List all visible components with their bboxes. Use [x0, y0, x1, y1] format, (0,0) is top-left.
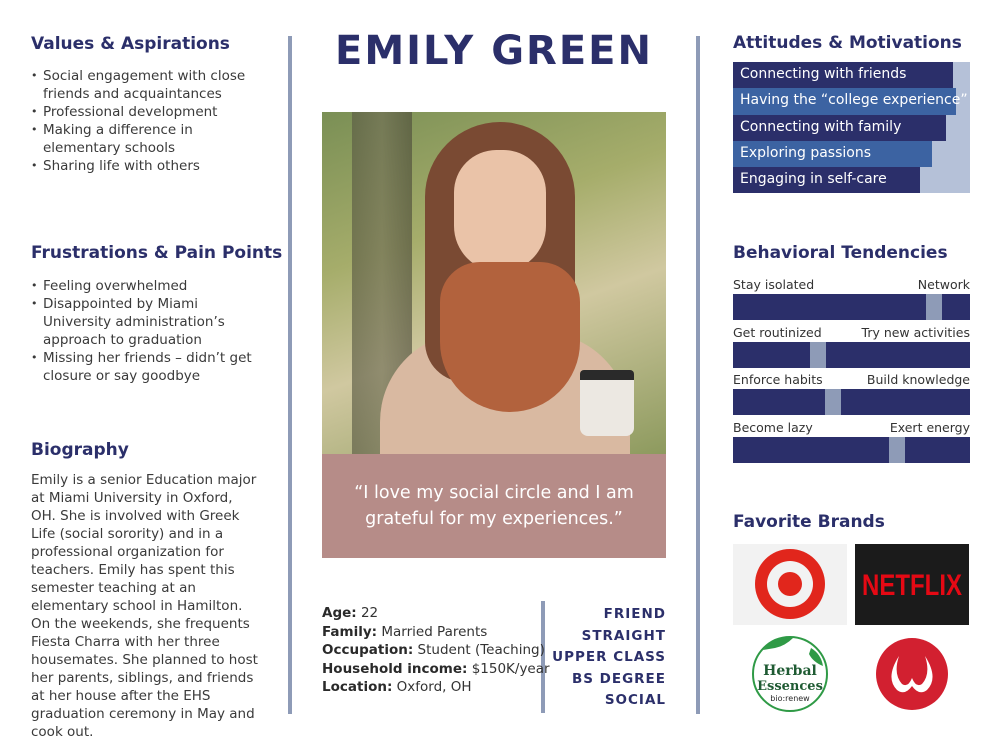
tag-item: STRAIGHT [581, 627, 666, 644]
tag-item: FRIEND [603, 606, 666, 622]
scale-left-label: Stay isolated [733, 277, 815, 292]
attitude-bar [733, 141, 970, 167]
behavior-scale [733, 420, 970, 463]
scale-bar [733, 342, 970, 368]
attitude-label: Exploring passions [740, 144, 872, 161]
target-logo [733, 544, 847, 625]
biography-heading: Biography [31, 440, 129, 460]
fact-label: Location: [322, 679, 393, 695]
list-item: • Missing her friends – didn’t get closure or say goodbye [31, 349, 256, 385]
tag-item: SOCIAL [604, 692, 666, 708]
lululemon-icon [855, 632, 969, 713]
persona-facts [322, 604, 550, 697]
behavior-scale [733, 277, 970, 320]
lululemon-logo [855, 632, 969, 713]
scale-bar [733, 437, 970, 463]
brands-heading: Favorite Brands [733, 512, 885, 532]
attitude-label: Engaging in self-care [740, 171, 887, 188]
scale-marker [889, 437, 905, 463]
fact-value: 22 [360, 605, 379, 621]
list-item: • Social engagement with close friends and acquaintances [31, 67, 256, 103]
scale-right-label: Exert energy [889, 420, 970, 435]
scale-left-label: Enforce habits [733, 372, 823, 387]
attitude-label: Having the “college experience” [740, 92, 968, 109]
attitudes-heading: Attitudes & Motivations [733, 33, 962, 53]
attitudes-bars [733, 62, 970, 193]
attitude-bar [733, 62, 970, 88]
herbal-essences-logo [733, 632, 847, 713]
scale-right-label: Try new activities [861, 325, 970, 340]
list-item: • Professional development [31, 103, 256, 121]
fact-occupation [322, 641, 550, 660]
fact-value: Student (Teaching) [417, 642, 545, 658]
values-list [31, 67, 256, 175]
scale-right-label: Network [917, 277, 970, 292]
herbal-line2: Essences [757, 679, 823, 694]
fact-income [322, 660, 550, 679]
values-heading: Values & Aspirations [31, 34, 230, 54]
scale-right-label: Build knowledge [866, 372, 970, 387]
scale-bar [733, 294, 970, 320]
scale-marker [926, 294, 942, 320]
fact-label: Household income: [322, 660, 468, 677]
list-item: • Making a difference in elementary schools [31, 121, 256, 157]
herbal-line3: bio:renew [770, 694, 810, 703]
photo-scarf [440, 262, 580, 412]
scale-left-label: Get routinized [733, 325, 822, 340]
behavior-scale [733, 325, 970, 368]
scale-bar [733, 389, 970, 415]
attitude-bar [733, 115, 970, 141]
persona-photo [322, 112, 666, 454]
list-item: • Disappointed by Miami University administration’s approach to graduation [31, 295, 256, 349]
photo-face [454, 150, 546, 272]
persona-tags [552, 604, 666, 712]
list-item: • Feeling overwhelmed [31, 277, 256, 295]
fact-label: Age: [322, 605, 357, 621]
frustrations-heading: Frustrations & Pain Points [31, 243, 283, 263]
fact-value: Married Parents [381, 623, 488, 640]
target-icon [733, 544, 847, 625]
fact-value: $150K/year [471, 660, 550, 677]
attitude-bar [733, 88, 970, 114]
left-divider [288, 36, 292, 714]
right-divider [696, 36, 700, 714]
attitude-bar [733, 167, 970, 193]
scale-left-label: Become lazy [733, 420, 813, 435]
frustrations-list [31, 277, 256, 385]
fact-family [322, 623, 550, 642]
persona-name: EMILY GREEN [335, 28, 653, 74]
tag-item: BS DEGREE [571, 670, 666, 687]
list-item: • Sharing life with others [31, 157, 256, 175]
fact-label: Family: [322, 623, 378, 640]
fact-label: Occupation: [322, 642, 414, 658]
tag-item: UPPER CLASS [552, 649, 666, 665]
biography-text: Emily is a senior Education major at Miami University in Oxford, OH. She is involved with Greek Life (social sorority) and in a professional organization for teachers. Emily has spent this semester teaching at an elementary school in Hamilton. On the weekends, she frequents Fiesta Charra with her three housemates. She planned to host her parents, siblings, and friends at her house after the EHS graduation ceremony in May and cook out. [31, 472, 258, 740]
netflix-wordmark: NETFLIX [862, 569, 962, 602]
attitude-label: Connecting with friends [740, 66, 907, 82]
behavior-scale [733, 372, 970, 415]
scale-marker [825, 389, 841, 415]
fact-age [322, 604, 550, 623]
fact-location [322, 678, 550, 697]
attitude-label: Connecting with family [740, 118, 902, 135]
fact-value: Oxford, OH [396, 679, 472, 695]
herbal-line1: Herbal [763, 663, 817, 679]
scale-marker [810, 342, 826, 368]
behavior-heading: Behavioral Tendencies [733, 243, 948, 263]
persona-quote: “I love my social circle and I am grateful for my experiences.” [322, 454, 666, 558]
photo-coffee-cup [580, 370, 634, 436]
netflix-logo [855, 544, 969, 625]
